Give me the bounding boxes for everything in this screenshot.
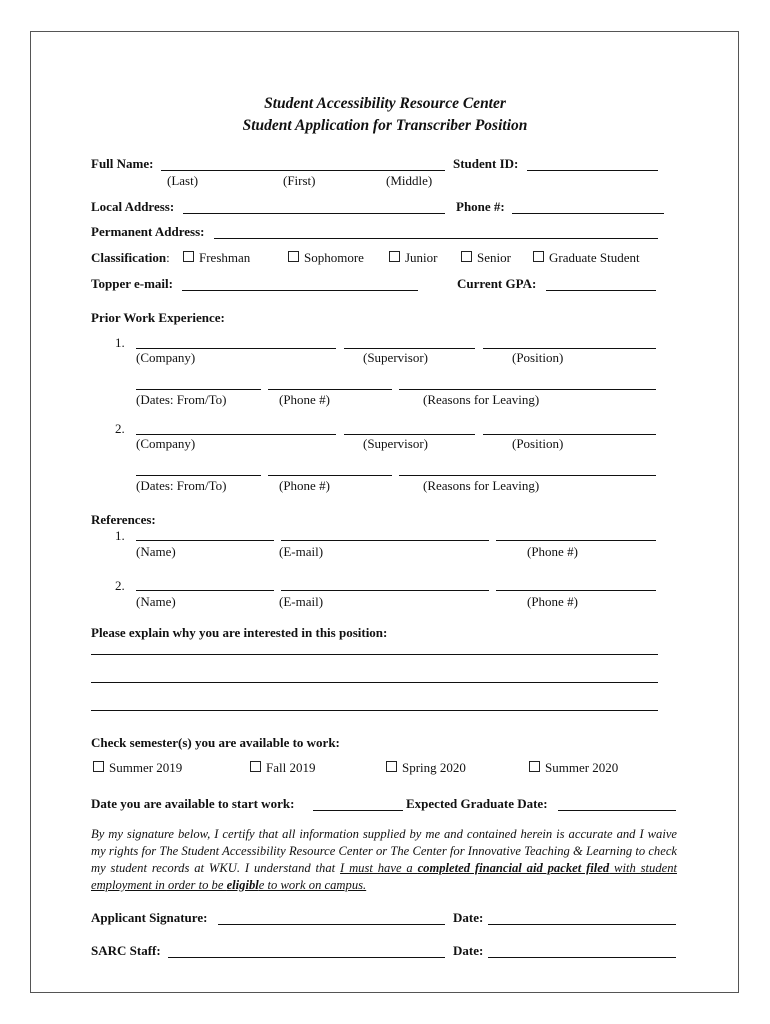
student-id-label: Student ID: [453,156,519,171]
work-2-reason-caption: (Reasons for Leaving) [423,478,540,493]
name-last-caption: (Last) [167,173,199,188]
staff-date-label: Date: [453,943,484,958]
checkbox-icon[interactable] [250,761,261,772]
work-1-position-caption: (Position) [512,350,564,365]
work-1-dates-field[interactable] [136,389,261,390]
work-1-number: 1. [115,335,125,350]
semester-fall-2019[interactable]: Fall 2019 [250,760,315,776]
semester-summer-2019[interactable]: Summer 2019 [93,760,182,776]
work-2-number: 2. [115,421,125,436]
staff-field[interactable] [168,957,445,958]
work-2-company-caption: (Company) [136,436,196,451]
work-1-company-field[interactable] [136,348,336,349]
gpa-field[interactable] [546,290,656,291]
ref-1-name-field[interactable] [136,540,274,541]
topper-email-field[interactable] [182,290,418,291]
checkbox-icon[interactable] [386,761,397,772]
name-first-caption: (First) [283,173,316,188]
ref-1-name-caption: (Name) [136,544,176,559]
work-2-dates-field[interactable] [136,475,261,476]
signature-label: Applicant Signature: [91,910,208,925]
signature-field[interactable] [218,924,445,925]
work-2-supervisor-field[interactable] [344,434,475,435]
class-senior[interactable]: Senior [461,250,511,266]
ref-2-email-field[interactable] [281,590,489,591]
work-2-reason-field[interactable] [399,475,656,476]
class-freshman[interactable]: Freshman [183,250,250,266]
phone-field[interactable] [512,213,664,214]
work-2-position-caption: (Position) [512,436,564,451]
full-name-field[interactable] [161,170,445,171]
ref-1-phone-caption: (Phone #) [527,544,578,559]
semesters-label: Check semester(s) you are available to work: [91,735,340,750]
title-position: Student Application for Transcriber Position [242,117,528,134]
explain-line-1[interactable] [91,654,658,655]
grad-date-label: Expected Graduate Date: [406,796,548,811]
references-heading: References: [91,512,156,527]
phone-label: Phone #: [456,199,505,214]
staff-label: SARC Staff: [91,943,161,958]
ref-1-phone-field[interactable] [496,540,656,541]
start-date-field[interactable] [313,810,403,811]
permanent-address-field[interactable] [214,238,658,239]
explain-label: Please explain why you are interested in this position: [91,625,388,640]
student-id-field[interactable] [527,170,658,171]
semester-spring-2020[interactable]: Spring 2020 [386,760,466,776]
checkbox-icon[interactable] [183,251,194,262]
work-1-company-caption: (Company) [136,350,196,365]
staff-date-field[interactable] [488,957,676,958]
work-2-supervisor-caption: (Supervisor) [363,436,428,451]
class-junior[interactable]: Junior [389,250,438,266]
gpa-label: Current GPA: [457,276,537,291]
class-sophomore[interactable]: Sophomore [288,250,364,266]
work-heading: Prior Work Experience: [91,310,225,325]
grad-date-field[interactable] [558,810,676,811]
local-address-label: Local Address: [91,199,175,214]
ref-1-email-field[interactable] [281,540,489,541]
classification-row: Classification: [91,250,170,265]
work-2-phone-field[interactable] [268,475,392,476]
checkbox-icon[interactable] [288,251,299,262]
ref-1-number: 1. [115,528,125,543]
certification-text: By my signature below, I certify that all information supplied by me and contained herein is accurate and I waive my rights for The Student Accessibility Resource Center or The Center for Innovative Teaching & Learning to check my student records at WKU. I understand that I must have a completed financial aid packet filed with student employment in order to be eligible to work on campus. [91,827,677,892]
ref-2-phone-field[interactable] [496,590,656,591]
work-2-position-field[interactable] [483,434,656,435]
checkbox-icon[interactable] [533,251,544,262]
checkbox-icon[interactable] [93,761,104,772]
work-1-reason-field[interactable] [399,389,656,390]
local-address-field[interactable] [183,213,445,214]
work-1-position-field[interactable] [483,348,656,349]
signature-date-label: Date: [453,910,484,925]
start-date-label: Date you are available to start work: [91,796,295,811]
work-1-dates-caption: (Dates: From/To) [136,392,227,407]
ref-2-name-caption: (Name) [136,594,176,609]
work-2-company-field[interactable] [136,434,336,435]
classification-label: Classification [91,250,167,265]
permanent-address-label: Permanent Address: [91,224,205,239]
work-1-phone-caption: (Phone #) [279,392,330,407]
class-graduate[interactable]: Graduate Student [533,250,640,266]
work-1-phone-field[interactable] [268,389,392,390]
work-2-phone-caption: (Phone #) [279,478,330,493]
ref-2-phone-caption: (Phone #) [527,594,578,609]
ref-2-name-field[interactable] [136,590,274,591]
work-2-dates-caption: (Dates: From/To) [136,478,227,493]
explain-line-3[interactable] [91,710,658,711]
explain-line-2[interactable] [91,682,658,683]
checkbox-icon[interactable] [529,761,540,772]
work-1-supervisor-caption: (Supervisor) [363,350,428,365]
ref-2-email-caption: (E-mail) [279,594,324,609]
name-middle-caption: (Middle) [386,173,433,188]
full-name-label: Full Name: [91,156,154,171]
ref-1-email-caption: (E-mail) [279,544,324,559]
title-center: Student Accessibility Resource Center [264,95,506,112]
signature-date-field[interactable] [488,924,676,925]
topper-email-label: Topper e-mail: [91,276,173,291]
checkbox-icon[interactable] [389,251,400,262]
work-1-supervisor-field[interactable] [344,348,475,349]
checkbox-icon[interactable] [461,251,472,262]
work-1-reason-caption: (Reasons for Leaving) [423,392,540,407]
ref-2-number: 2. [115,578,125,593]
semester-summer-2020[interactable]: Summer 2020 [529,760,618,776]
